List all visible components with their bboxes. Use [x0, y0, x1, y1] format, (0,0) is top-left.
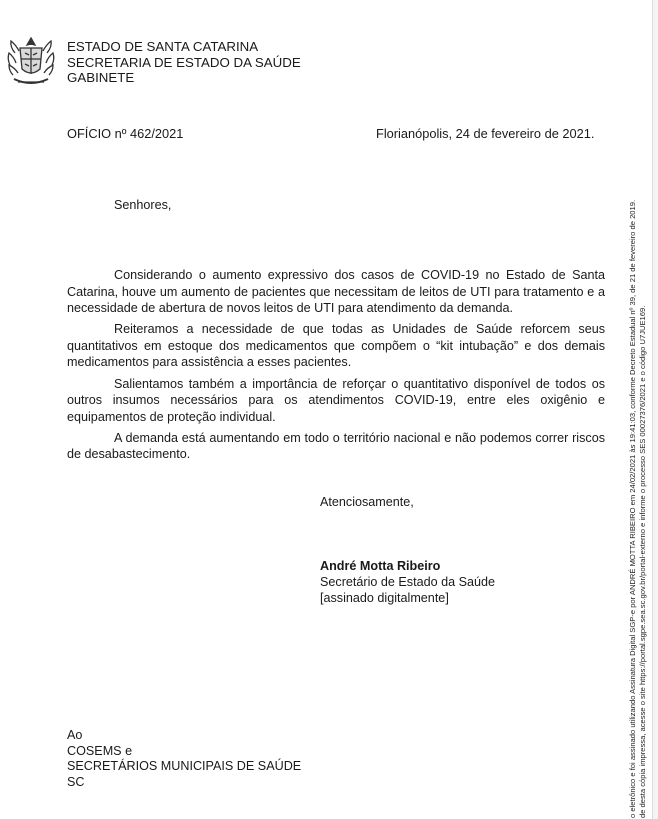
- letter-body: [67, 267, 605, 468]
- signer-title: Secretário de Estado da Saúde: [320, 574, 496, 589]
- body-paragraph: A demanda está aumentando em todo o território nacional e não podemos correr riscos de desabastecimento.: [67, 430, 605, 462]
- stamp-line: de desta cópia impressa, acesse o site https://portal.sgpe.sea.sc.gov.br/portal-externo e informe o processo SES 00027376/2021 e o código U7JUE169.: [638, 305, 648, 818]
- place-and-date: Florianópolis, 24 de fevereiro de 2021.: [376, 126, 595, 141]
- document-number: OFÍCIO nº 462/2021: [67, 126, 184, 141]
- recipient-line: SC: [67, 774, 85, 789]
- signature-block: [320, 559, 495, 606]
- closing: Atenciosamente,: [320, 495, 414, 509]
- signature-note: [assinado digitalmente]: [320, 590, 449, 605]
- recipient-line: COSEMS e: [67, 743, 133, 758]
- letterhead-secretariat: SECRETARIA DE ESTADO DA SAÚDE: [67, 54, 301, 70]
- signer-name: André Motta Ribeiro: [320, 559, 441, 573]
- letterhead-office: GABINETE: [67, 70, 135, 85]
- body-paragraph: Reiteramos a necessidade de que todas as Unidades de Saúde reforcem seus quantitativos em estoque dos medicamentos que compõem o “kit intubação” e dos demais medicamentos para assistência a esses pacientes.: [67, 322, 605, 370]
- digital-signature-stamp: [628, 200, 648, 818]
- recipient-line: SECRETÁRIOS MUNICIPAIS DE SAÚDE: [67, 759, 302, 774]
- letterhead-state: ESTADO DE SANTA CATARINA: [67, 39, 259, 54]
- stamp-line: o eletrônico e foi assinado utilizando Assinatura Digital SGP-e por ANDRÉ MOTTA RIBEIRO em 24/02/2021 às 19:41:03, conforme Decreto Estadual nº 39, de 21 de fevereiro de 2019.: [628, 199, 637, 818]
- recipient-line: Ao: [67, 728, 83, 742]
- body-paragraph: Considerando o aumento expressivo dos casos de COVID-19 no Estado de Santa Catarina, houve um aumento de pacientes que necessitam de leitos de UTI para tratamento e a necessidade de abertura de novos leitos de UTI para atendimento da demanda.: [67, 268, 605, 316]
- letterhead: [67, 39, 301, 86]
- state-coat-of-arms-icon: [6, 35, 56, 87]
- body-paragraph: Salientamos também a importância de reforçar o quantitativo disponível de todos os outros insumos necessários para os atendimentos COVID-19, entre eles oxigênio e equipamentos de proteção individual.: [67, 376, 605, 424]
- greeting: Senhores,: [114, 198, 172, 212]
- recipient-block: [67, 728, 301, 790]
